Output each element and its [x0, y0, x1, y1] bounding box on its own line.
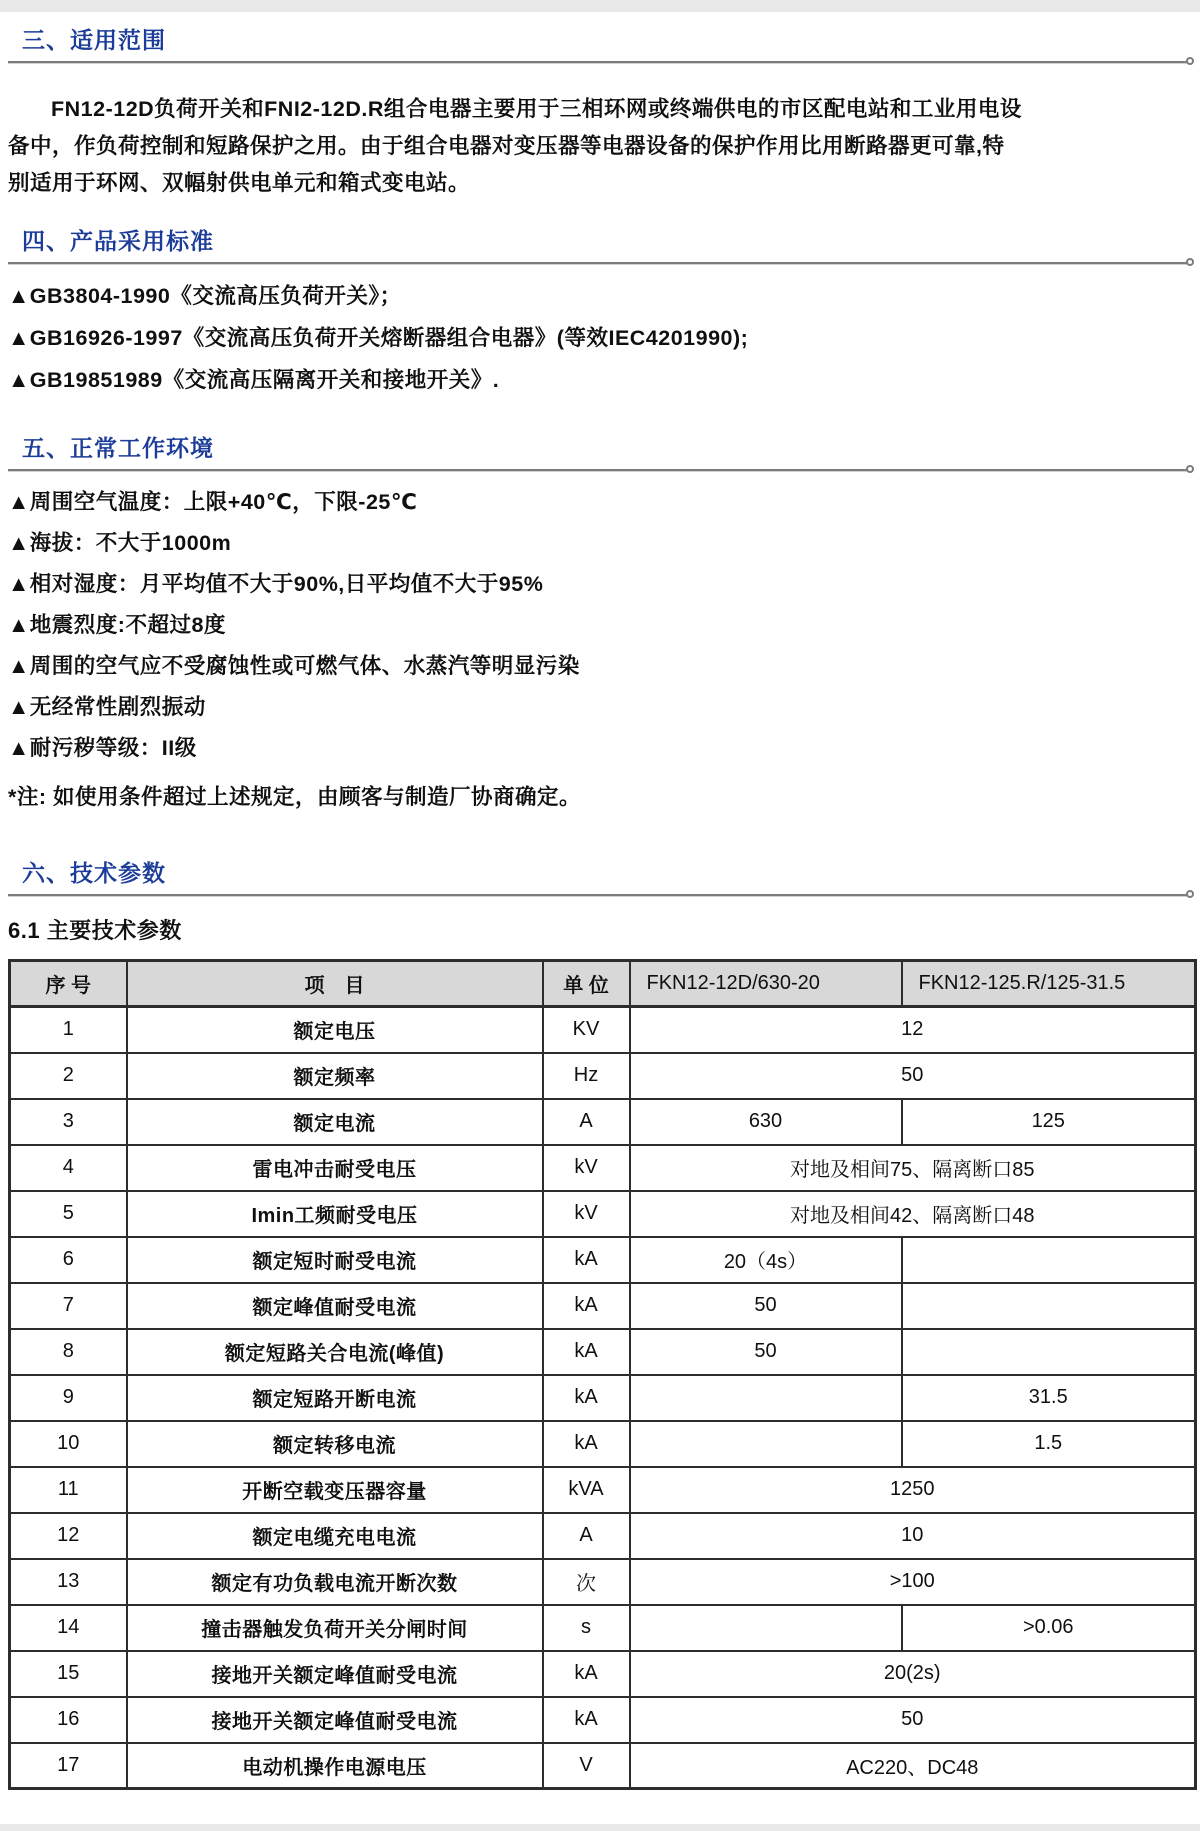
cell-unit: kA [543, 1283, 630, 1329]
section-title-parameters: 六、技术参数 [22, 860, 166, 886]
cell-serial: 3 [10, 1099, 127, 1145]
cell-item: 额定短路开断电流 [127, 1375, 543, 1421]
cell-value-col2 [902, 1283, 1196, 1329]
cell-serial: 11 [10, 1467, 127, 1513]
section-standards [8, 228, 1192, 401]
cell-value-merged: 12 [630, 1007, 1196, 1053]
scope-paragraph: FN12-12D负荷开关和FNI2-12D.R组合电器主要用于三相环网或终端供电的市区配电站和工业用电设备中，作负荷控制和短路保护之用。由于组合电器对变压器等电器设备的保护作用比用断路器更可靠,特别适用于环网、双幅射供电单元和箱式变电站。 [8, 97, 1022, 195]
cell-item: 额定电压 [127, 1007, 543, 1053]
header-unit: 单 位 [543, 961, 630, 1007]
table-row [10, 1605, 1196, 1651]
table-row [10, 1237, 1196, 1283]
page-top-edge [0, 0, 1200, 12]
standard-item: ▲GB16926-1997《交流高压负荷开关熔断器组合电器》(等效IEC4201990); [8, 326, 749, 350]
cell-item: 接地开关额定峰值耐受电流 [127, 1651, 543, 1697]
divider-end-dot [1186, 465, 1194, 473]
cell-item: 额定转移电流 [127, 1421, 543, 1467]
cell-unit: kA [543, 1651, 630, 1697]
cell-serial: 9 [10, 1375, 127, 1421]
divider-end-dot [1186, 258, 1194, 266]
table-row [10, 1651, 1196, 1697]
cell-value-merged: 50 [630, 1697, 1196, 1743]
cell-value-col2: 1.5 [902, 1421, 1196, 1467]
header-model-2: FKN12-125.R/125-31.5 [902, 961, 1196, 1007]
cell-value-col2: 125 [902, 1099, 1196, 1145]
parameters-subtitle: 6.1 主要技术参数 [8, 918, 182, 943]
cell-serial: 1 [10, 1007, 127, 1053]
section-title-standards: 四、产品采用标准 [22, 228, 214, 254]
table-row [10, 1375, 1196, 1421]
table-row [10, 1467, 1196, 1513]
header-item: 项 目 [127, 961, 543, 1007]
cell-unit: kA [543, 1329, 630, 1375]
cell-serial: 13 [10, 1559, 127, 1605]
section-divider-environment [8, 469, 1192, 472]
cell-serial: 14 [10, 1605, 127, 1651]
cell-item: 开断空载变压器容量 [127, 1467, 543, 1513]
cell-serial: 17 [10, 1743, 127, 1789]
document-page [0, 27, 1200, 1790]
cell-value-col1: 20（4s） [630, 1237, 902, 1283]
cell-item: 雷电冲击耐受电压 [127, 1145, 543, 1191]
cell-item: 额定有功负载电流开断次数 [127, 1559, 543, 1605]
cell-value-col1 [630, 1375, 902, 1421]
standards-list [8, 275, 1192, 401]
cell-value-col2 [902, 1237, 1196, 1283]
environment-item: ▲无经常性剧烈振动 [8, 695, 206, 719]
cell-item: 电动机操作电源电压 [127, 1743, 543, 1789]
cell-item: 额定频率 [127, 1053, 543, 1099]
cell-value-col2: 31.5 [902, 1375, 1196, 1421]
cell-value-merged: 对地及相间75、隔离断口85 [630, 1145, 1196, 1191]
cell-value-merged: 20(2s) [630, 1651, 1196, 1697]
environment-item: ▲地震烈度:不超过8度 [8, 613, 226, 637]
cell-serial: 6 [10, 1237, 127, 1283]
divider-end-dot [1186, 57, 1194, 65]
cell-item: 额定峰值耐受电流 [127, 1283, 543, 1329]
params-table-body [10, 1007, 1196, 1789]
environment-item: ▲周围的空气应不受腐蚀性或可燃气体、水蒸汽等明显污染 [8, 654, 580, 678]
divider-end-dot [1186, 890, 1194, 898]
cell-unit: Hz [543, 1053, 630, 1099]
cell-serial: 15 [10, 1651, 127, 1697]
environment-item: ▲耐污秽等级：II级 [8, 736, 197, 760]
table-row [10, 1559, 1196, 1605]
cell-unit: kA [543, 1697, 630, 1743]
section-environment [8, 435, 1192, 811]
cell-value-merged: 50 [630, 1053, 1196, 1099]
cell-serial: 5 [10, 1191, 127, 1237]
environment-item: ▲海拔：不大于1000m [8, 531, 232, 555]
cell-value-col2 [902, 1329, 1196, 1375]
table-row [10, 1099, 1196, 1145]
cell-value-merged: AC220、DC48 [630, 1743, 1196, 1789]
section-title-scope: 三、适用范围 [22, 27, 166, 53]
environment-list [8, 482, 1192, 769]
cell-unit: 次 [543, 1559, 630, 1605]
section-divider-parameters [8, 894, 1192, 897]
table-row [10, 1743, 1196, 1789]
cell-value-merged: 1250 [630, 1467, 1196, 1513]
page-bottom-edge [0, 1824, 1200, 1831]
environment-item: ▲周围空气温度：上限+40℃，下限-25℃ [8, 490, 418, 514]
cell-unit: kA [543, 1375, 630, 1421]
section-divider-scope [8, 61, 1192, 64]
cell-value-col1: 50 [630, 1329, 902, 1375]
cell-item: 额定短路关合电流(峰值) [127, 1329, 543, 1375]
table-row [10, 1007, 1196, 1053]
cell-serial: 7 [10, 1283, 127, 1329]
cell-value-merged: 对地及相间42、隔离断口48 [630, 1191, 1196, 1237]
cell-value-merged: >100 [630, 1559, 1196, 1605]
cell-value-col2: >0.06 [902, 1605, 1196, 1651]
standard-item: ▲GB19851989《交流高压隔离开关和接地开关》. [8, 368, 500, 392]
cell-unit: V [543, 1743, 630, 1789]
cell-item: Imin工频耐受电压 [127, 1191, 543, 1237]
table-row [10, 1145, 1196, 1191]
header-serial: 序 号 [10, 961, 127, 1007]
table-row [10, 1697, 1196, 1743]
cell-value-col1 [630, 1605, 902, 1651]
cell-unit: kA [543, 1421, 630, 1467]
cell-unit: kA [543, 1237, 630, 1283]
cell-item: 额定电流 [127, 1099, 543, 1145]
environment-note: *注: 如使用条件超过上述规定，由顾客与制造厂协商确定。 [8, 785, 582, 809]
cell-unit: A [543, 1513, 630, 1559]
cell-unit: kVA [543, 1467, 630, 1513]
cell-value-col1 [630, 1421, 902, 1467]
cell-serial: 4 [10, 1145, 127, 1191]
environment-item: ▲相对湿度：月平均值不大于90%,日平均值不大于95% [8, 572, 544, 596]
cell-value-merged: 10 [630, 1513, 1196, 1559]
standard-item: ▲GB3804-1990《交流高压负荷开关》； [8, 284, 402, 308]
section-scope [8, 27, 1192, 202]
parameters-table-head [10, 961, 1196, 1007]
table-row [10, 1191, 1196, 1237]
cell-serial: 8 [10, 1329, 127, 1375]
cell-unit: kV [543, 1191, 630, 1237]
table-row [10, 1421, 1196, 1467]
cell-serial: 2 [10, 1053, 127, 1099]
cell-unit: KV [543, 1007, 630, 1053]
cell-serial: 16 [10, 1697, 127, 1743]
table-row [10, 1053, 1196, 1099]
parameters-table [8, 959, 1197, 1790]
table-row [10, 1513, 1196, 1559]
section-parameters [8, 860, 1192, 1790]
cell-unit: A [543, 1099, 630, 1145]
header-row [10, 961, 1196, 1007]
header-model-1: FKN12-12D/630-20 [630, 961, 902, 1007]
cell-value-col1: 630 [630, 1099, 902, 1145]
cell-item: 额定短时耐受电流 [127, 1237, 543, 1283]
cell-item: 额定电缆充电电流 [127, 1513, 543, 1559]
section-divider-standards [8, 262, 1192, 265]
cell-unit: s [543, 1605, 630, 1651]
cell-item: 接地开关额定峰值耐受电流 [127, 1697, 543, 1743]
cell-value-col1: 50 [630, 1283, 902, 1329]
section-title-environment: 五、正常工作环境 [22, 435, 214, 461]
cell-serial: 12 [10, 1513, 127, 1559]
cell-unit: kV [543, 1145, 630, 1191]
cell-item: 撞击器触发负荷开关分闸时间 [127, 1605, 543, 1651]
table-row [10, 1283, 1196, 1329]
cell-serial: 10 [10, 1421, 127, 1467]
table-row [10, 1329, 1196, 1375]
